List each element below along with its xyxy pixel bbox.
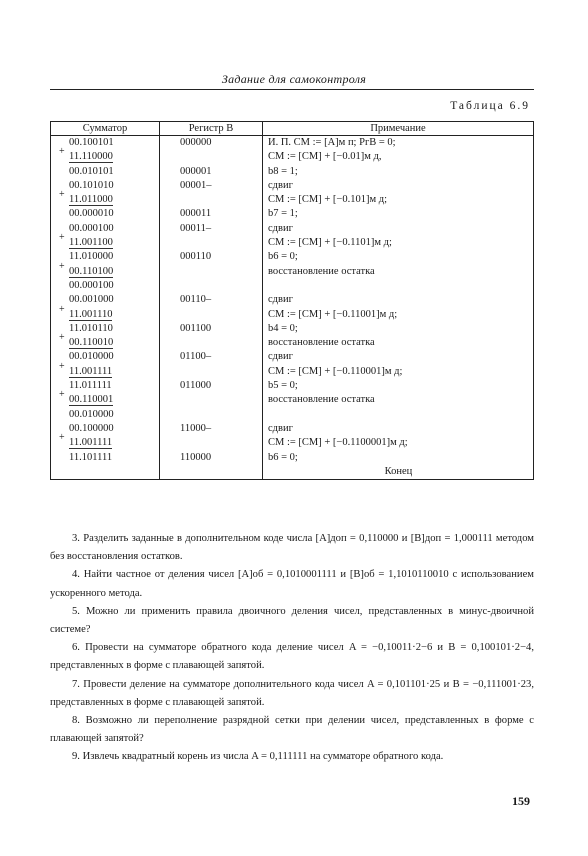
note-cell: СМ := [СМ] + [−0.110001]м д; — [263, 365, 534, 379]
note-cell: b6 = 0; — [263, 451, 534, 465]
summator-value: 00.001000 — [69, 294, 114, 306]
register-cell — [160, 436, 263, 450]
table-label: Таблица 6.9 — [450, 100, 530, 112]
task-list — [50, 530, 534, 767]
table-header-row — [51, 122, 534, 136]
table-row — [51, 322, 534, 336]
summator-value: 11.010000 — [69, 251, 114, 263]
table-row — [51, 136, 534, 151]
task-6: 6. Провести на сумматоре обратного кода деление чисел A = −0,10011·2−6 и B = 0,100101·2−4, представленных в форме с плавающей запятой. — [50, 642, 534, 672]
register-cell: 01100– — [160, 350, 263, 364]
summator-cell — [51, 222, 160, 236]
table-row — [51, 193, 534, 207]
table-row — [51, 293, 534, 307]
column-header-note: Примечание — [263, 122, 534, 136]
table-row — [51, 308, 534, 322]
task-5: 5. Можно ли применить правила двоичного деления чисел, представленных в минус-двоичной системе? — [50, 605, 534, 636]
summator-cell — [51, 432, 160, 450]
summator-value: 00.100000 — [69, 422, 114, 434]
plus-sign: + — [59, 432, 65, 444]
summator-value: 11.001111 — [69, 437, 113, 449]
summator-cell — [51, 465, 160, 480]
note-cell: СМ := [СМ] + [−0.1100001]м д; — [263, 436, 534, 450]
register-cell: 00011– — [160, 222, 263, 236]
table-body — [51, 136, 534, 480]
table-row — [51, 336, 534, 350]
plus-sign: + — [59, 332, 65, 344]
table-row — [51, 250, 534, 264]
column-header-summator: Сумматор — [51, 122, 160, 136]
register-cell — [160, 465, 263, 480]
note-cell: СМ := [СМ] + [−0.1101]м д; — [263, 236, 534, 250]
summator-cell — [51, 136, 160, 151]
table-row — [51, 422, 534, 436]
table-row — [51, 222, 534, 236]
summator-cell — [51, 207, 160, 221]
note-cell — [263, 408, 534, 422]
register-cell — [160, 408, 263, 422]
plus-sign: + — [59, 189, 65, 201]
task-9: 9. Извлечь квадратный корень из числа A = 0,111111 на сумматоре обратного кода. — [72, 751, 444, 763]
plus-sign: + — [59, 360, 65, 372]
summator-value: 00.000100 — [69, 279, 114, 291]
division-table — [50, 121, 534, 480]
table-row — [51, 451, 534, 465]
note-cell: И. П. СМ := [A]м п; PгB = 0; — [263, 136, 534, 151]
note-cell: сдвиг — [263, 293, 534, 307]
register-cell: 00001– — [160, 179, 263, 193]
plus-sign: + — [59, 389, 65, 401]
summator-cell — [51, 260, 160, 279]
table-row — [51, 150, 534, 164]
register-cell — [160, 193, 263, 207]
summator-value: 11.001111 — [69, 365, 113, 377]
note-cell: b8 = 1; — [263, 165, 534, 179]
summator-cell — [51, 379, 160, 393]
note-cell: b5 = 0; — [263, 379, 534, 393]
table-row — [51, 279, 534, 293]
summator-value: 00.010101 — [69, 165, 114, 177]
note-cell: b7 = 1; — [263, 207, 534, 221]
note-cell: Конец — [263, 465, 534, 480]
plus-sign: + — [59, 232, 65, 244]
register-cell — [160, 393, 263, 407]
summator-value: 00.110100 — [69, 265, 114, 277]
register-cell — [160, 150, 263, 164]
note-cell: сдвиг — [263, 422, 534, 436]
register-cell — [160, 365, 263, 379]
note-cell: СМ := [СМ] + [−0.11001]м д; — [263, 308, 534, 322]
summator-cell — [51, 279, 160, 293]
task-4: 4. Найти частное от деления чисел [A]об = 0,1010001111 и [B]об = 1,1010110010 с использованием ускоренного метода. — [50, 569, 534, 599]
register-cell — [160, 336, 263, 350]
summator-value: 00.101010 — [69, 179, 114, 191]
summator-value: 11.001100 — [69, 237, 113, 249]
register-cell: 000001 — [160, 165, 263, 179]
summator-value: 11.101111 — [69, 451, 113, 463]
summator-cell — [51, 322, 160, 336]
note-cell: сдвиг — [263, 350, 534, 364]
summator-cell — [51, 293, 160, 307]
summator-value: 00.110001 — [69, 394, 114, 406]
header-rule — [50, 89, 534, 90]
summator-cell — [51, 165, 160, 179]
plus-sign: + — [59, 303, 65, 315]
register-cell: 000000 — [160, 136, 263, 151]
note-cell: сдвиг — [263, 222, 534, 236]
plus-sign: + — [59, 146, 65, 158]
table-row — [51, 408, 534, 422]
table-row — [51, 436, 534, 450]
plus-sign: + — [59, 260, 65, 272]
column-header-register: Регистр B — [160, 122, 263, 136]
summator-cell — [51, 146, 160, 164]
summator-value: 00.000010 — [69, 208, 114, 220]
register-cell — [160, 279, 263, 293]
running-header: Задание для самоконтроля — [221, 72, 367, 86]
register-cell: 000011 — [160, 207, 263, 221]
summator-cell — [51, 303, 160, 322]
summator-cell — [51, 350, 160, 364]
summator-cell — [51, 408, 160, 422]
task-8: 8. Возможно ли переполнение разрядной сетки при делении чисел, представленных в форме с плавающей запятой? — [50, 715, 534, 745]
register-cell: 00110– — [160, 293, 263, 307]
summator-cell — [51, 332, 160, 350]
summator-cell — [51, 360, 160, 379]
register-cell: 001100 — [160, 322, 263, 336]
table-row — [51, 179, 534, 193]
summator-value: 11.001110 — [69, 308, 113, 320]
summator-value: 00.010000 — [69, 351, 114, 363]
table-row — [51, 165, 534, 179]
summator-cell — [51, 179, 160, 193]
table-row — [51, 465, 534, 480]
note-cell — [263, 279, 534, 293]
summator-cell — [51, 422, 160, 436]
table-row — [51, 350, 534, 364]
summator-cell — [51, 389, 160, 407]
register-cell — [160, 236, 263, 250]
summator-value: 00.100101 — [69, 137, 114, 148]
summator-cell — [51, 189, 160, 207]
register-cell — [160, 308, 263, 322]
table-row — [51, 379, 534, 393]
note-cell: СМ := [СМ] + [−0.101]м д; — [263, 193, 534, 207]
summator-value: 11.011000 — [69, 194, 113, 206]
task-7: 7. Провести деление на сумматоре дополнительного кода чисел A = 0,101101·25 и B = −0,111001·23, представленных в форме с плавающей запятой. — [50, 678, 534, 708]
summator-value: 11.110000 — [69, 151, 113, 163]
note-cell: b6 = 0; — [263, 250, 534, 264]
summator-value: 00.010000 — [69, 408, 114, 420]
note-cell: восстановление остатка — [263, 336, 534, 350]
note-cell: b4 = 0; — [263, 322, 534, 336]
summator-cell — [51, 232, 160, 250]
summator-value: 11.011111 — [69, 380, 112, 392]
table-row — [51, 393, 534, 407]
register-cell — [160, 265, 263, 279]
page-number: 159 — [512, 794, 530, 808]
summator-value: 00.000100 — [69, 222, 114, 234]
summator-cell — [51, 451, 160, 465]
task-3: 3. Разделить заданные в дополнительном коде числа [A]доп = 0,110000 и [B]доп = 1,000111 методом без восстановления остатков. — [50, 533, 534, 563]
summator-cell — [51, 250, 160, 264]
note-cell: СМ := [СМ] + [−0.01]м д, — [263, 150, 534, 164]
summator-value: 00.110010 — [69, 337, 114, 349]
register-cell: 011000 — [160, 379, 263, 393]
register-cell: 11000– — [160, 422, 263, 436]
note-cell: восстановление остатка — [263, 265, 534, 279]
note-cell: восстановление остатка — [263, 393, 534, 407]
table-row — [51, 265, 534, 279]
table-row — [51, 207, 534, 221]
note-cell: сдвиг — [263, 179, 534, 193]
table-row — [51, 236, 534, 250]
table-row — [51, 365, 534, 379]
register-cell: 000110 — [160, 250, 263, 264]
summator-value: 11.010110 — [69, 322, 113, 334]
register-cell: 110000 — [160, 451, 263, 465]
